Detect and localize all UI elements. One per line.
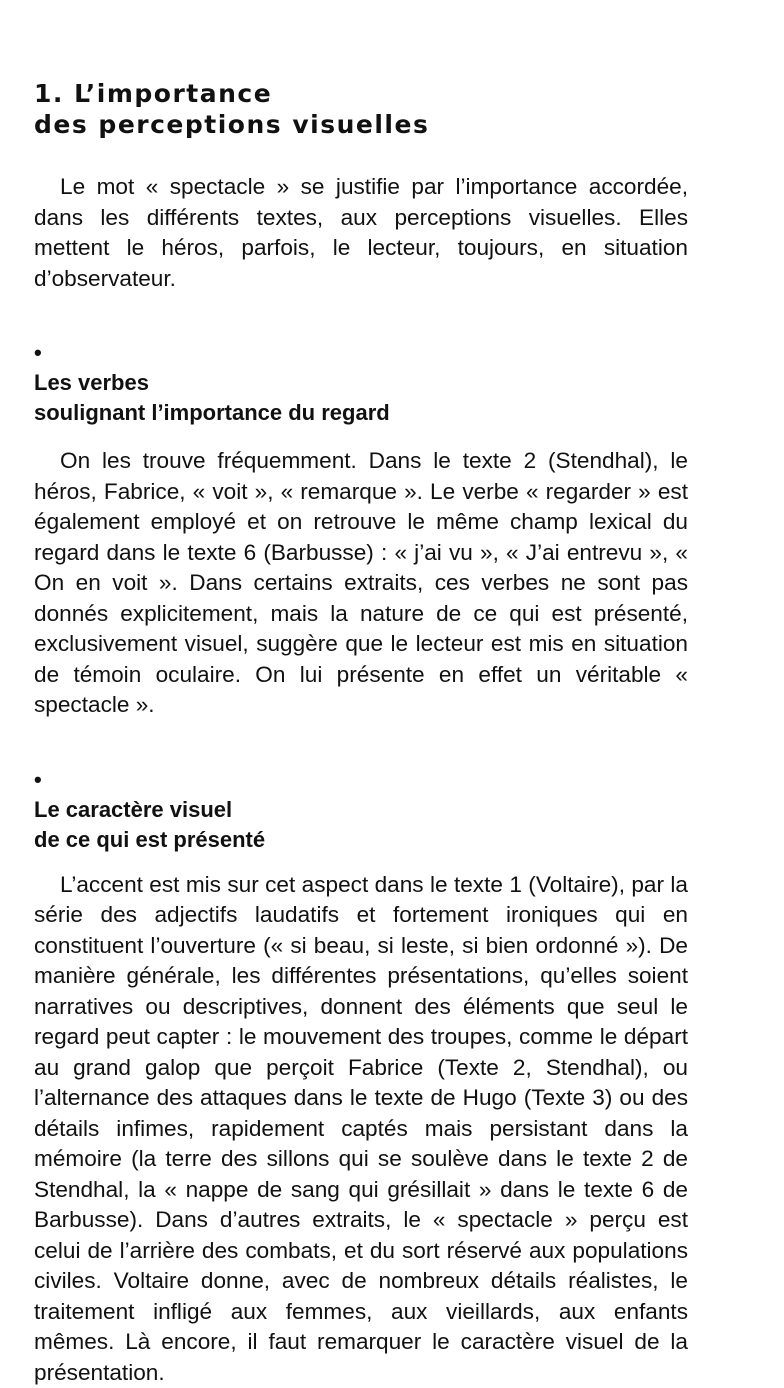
section-title-line-2: des perceptions visuelles: [34, 109, 688, 140]
section-title-line-1: 1. L’importance: [34, 78, 688, 109]
subsection-heading-verbs-line-2: soulignant l’importance du regard: [34, 398, 688, 428]
subsection-heading-visual-line-2: de ce qui est présenté: [34, 825, 688, 855]
section-title: [34, 78, 688, 140]
bullet-icon: •: [34, 338, 682, 368]
subsection-heading-visual: [34, 765, 688, 855]
subsection-heading-verbs-text-1: Les verbes: [34, 368, 688, 398]
subsection-heading-visual-text-1: Le caractère visuel: [34, 795, 688, 825]
document-page: [34, 78, 688, 1388]
verbs-paragraph: On les trouve fréquemment. Dans le texte 2 (Stendhal), le héros, Fabrice, « voit », « remarque ». Le verbe « regarder » est également employé et on retrouve le même champ lexical du regard dans le texte 6 (Barbusse) : « j’ai vu », « J’ai entrevu », « On en voit ». Dans certains extraits, ces verbes ne sont pas donnés explicitement, mais la nature de ce qui est présenté, exclusivement visuel, suggère que le lecteur est mis en situation de témoin oculaire. On lui présente en effet un véritable « spectacle ».: [34, 446, 688, 721]
subsection-heading-verbs: [34, 338, 688, 428]
subsection-heading-visual-line-1: [34, 765, 688, 825]
bullet-icon: •: [34, 765, 682, 795]
visual-paragraph: L’accent est mis sur cet aspect dans le texte 1 (Voltaire), par la série des adjectifs laudatifs et fortement ironiques qui en constituent l’ouverture (« si beau, si leste, si bien ordonné »). De manière générale, les différentes présentations, qu’elles soient narratives ou descriptives, donnent des éléments que seul le regard peut capter : le mouvement des troupes, comme le départ au grand galop que perçoit Fabrice (Texte 2, Stendhal), ou l’alternance des attaques dans le texte de Hugo (Texte 3) ou des détails infimes, rapidement captés mais persistant dans la mémoire (la terre des sillons qui se soulève dans le texte 2 de Stendhal, la « nappe de sang qui grésillait » dans le texte 6 de Barbusse). Dans d’autres extraits, le « spectacle » perçu est celui de l’arrière des combats, et du sort réservé aux populations civiles. Voltaire donne, avec de nombreux détails réalistes, le traitement infligé aux femmes, aux vieillards, aux enfants mêmes. Là encore, il faut remarquer le caractère visuel de la présentation.: [34, 870, 688, 1388]
intro-paragraph: Le mot « spectacle » se justifie par l’importance accordée, dans les différents textes, aux perceptions visuelles. Elles mettent le héros, parfois, le lecteur, toujours, en situation d’observateur.: [34, 172, 688, 294]
subsection-heading-verbs-line-1: [34, 338, 688, 398]
